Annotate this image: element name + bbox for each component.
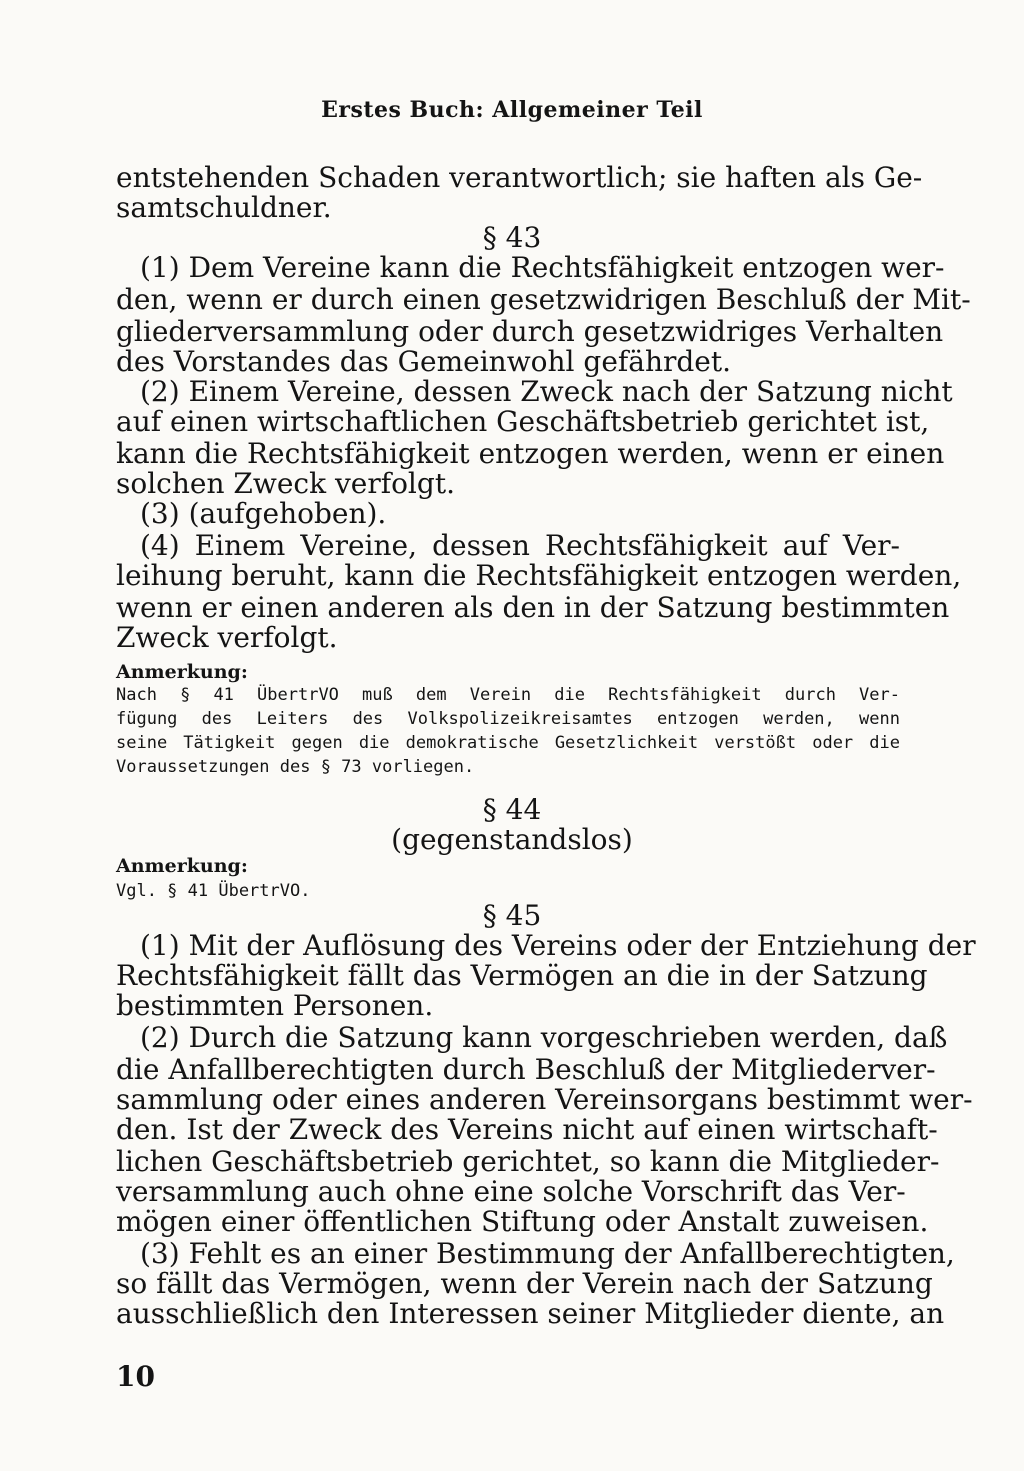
text-line: wenn er einen anderen als den in der Satzung bestimmten [116,591,950,624]
text-line: solchen Zweck verfolgt. [116,467,455,500]
text-line: die Anfallberechtigten durch Beschluß der Mitgliederver- [116,1053,936,1086]
note-line: seine Tätigkeit gegen die demokratische Gesetzlichkeit verstößt oder die [116,733,900,753]
text-line: kann die Rechtsfähigkeit entzogen werden, wenn er einen [116,437,945,470]
text-line: ausschließlich den Interessen seiner Mitglieder diente, an [116,1297,945,1330]
note-line: Vgl. § 41 ÜbertrVO. [116,881,311,901]
text-line: samtschuldner. [116,191,332,224]
text-line: den. Ist der Zweck des Vereins nicht auf einen wirtschaft- [116,1113,938,1146]
text-line: (3) Fehlt es an einer Bestimmung der Anfallberechtigten, [140,1237,955,1270]
text-line: mögen einer öffentlichen Stiftung oder Anstalt zuweisen. [116,1205,929,1238]
text-line: (2) Durch die Satzung kann vorgeschrieben werden, daß [140,1021,948,1054]
text-line: (2) Einem Vereine, dessen Zweck nach der Satzung nicht [140,375,953,408]
note-title: Anmerkung: [116,661,248,683]
text-line: sammlung oder eines anderen Vereinsorgans bestimmt wer- [116,1083,973,1116]
text-line: Zweck verfolgt. [116,621,338,654]
section-heading-45: § 45 [482,899,542,932]
page-number: 10 [116,1360,155,1393]
text-line: lichen Geschäftsbetrieb gerichtet, so kann die Mitglieder- [116,1145,940,1178]
text-line: entstehenden Schaden verantwortlich; sie haften als Ge- [116,161,923,194]
text-line: (1) Mit der Auflösung des Vereins oder der Entziehung der [140,929,976,962]
text-line: gliederversammlung oder durch gesetzwidriges Verhalten [116,315,944,348]
running-title: Erstes Buch: Allgemeiner Teil [321,97,703,123]
text-line: den, wenn er durch einen gesetzwidrigen Beschluß der Mit- [116,283,971,316]
text-line: auf einen wirtschaftlichen Geschäftsbetrieb gerichtet ist, [116,405,930,438]
text-line: (1) Dem Vereine kann die Rechtsfähigkeit entzogen wer- [140,251,945,284]
text-line: Rechtsfähigkeit fällt das Vermögen an die in der Satzung [116,959,928,992]
text-line: versammlung auch ohne eine solche Vorschrift das Ver- [116,1175,906,1208]
note-title: Anmerkung: [116,855,248,877]
text-line: (4) Einem Vereine, dessen Rechtsfähigkeit auf Ver- [140,529,900,562]
note-line: Voraussetzungen des § 73 vorliegen. [116,757,475,777]
section-heading-44: § 44 [482,793,542,826]
section-heading-43: § 43 [482,221,542,254]
text-line: leihung beruht, kann die Rechtsfähigkeit entzogen werden, [116,559,962,592]
text-line: bestimmten Personen. [116,989,434,1022]
section-subheading: (gegenstandslos) [391,823,633,856]
text-line: des Vorstandes das Gemeinwohl gefährdet. [116,345,732,378]
note-line: fügung des Leiters des Volkspolizeikreisamtes entzogen werden, wenn [116,709,900,729]
text-line: so fällt das Vermögen, wenn der Verein nach der Satzung [116,1267,933,1300]
text-line: (3) (aufgehoben). [140,497,387,530]
note-line: Nach § 41 ÜbertrVO muß dem Verein die Rechtsfähigkeit durch Ver- [116,685,900,705]
